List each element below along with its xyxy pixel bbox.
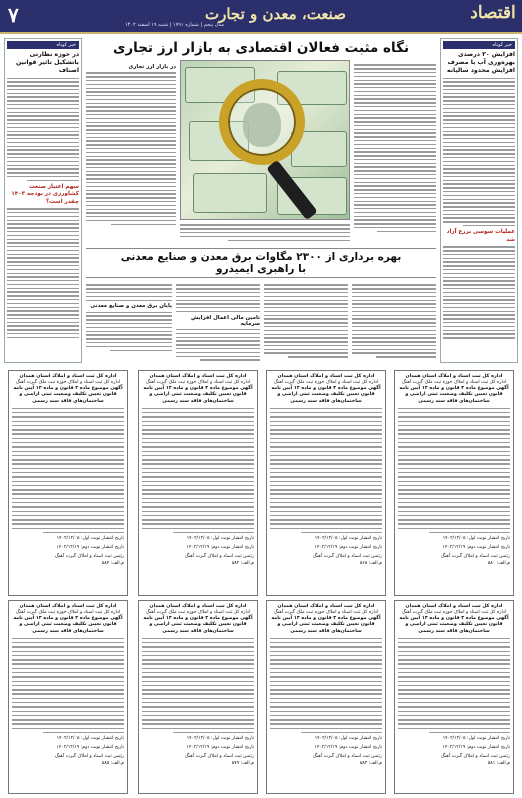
photo-caption-text (180, 222, 350, 244)
ad-body-text (398, 638, 510, 734)
ad-agency-title: اداره کل ثبت اسناد و املاک استان همدان (19, 374, 117, 379)
ad-reference-code: م.الف: ۵۸۴ (101, 560, 124, 566)
newspaper-logo: اقتصاد (470, 3, 516, 23)
legal-notice-ad (138, 600, 258, 794)
ad-first-publish-date: تاریخ انتشار نوبت اول: ۱۴۰۲/۱۲/۰۵ (442, 536, 510, 542)
main-story-text-right (354, 62, 436, 242)
page-header (0, 0, 522, 34)
ad-agency-title: اداره کل ثبت اسناد و املاک استان همدان (19, 604, 117, 609)
ad-office-title: اداره کل ثبت اسناد و املاک حوزه ثبت ملک گیرت آهنگ (15, 380, 121, 386)
ad-first-publish-date: تاریخ انتشار نوبت اول: ۱۴۰۲/۱۲/۰۵ (186, 736, 254, 742)
ad-signature: رئیس ثبت اسناد و املاک گیرت آهنگ (184, 754, 254, 760)
ad-notice-title: آگهی موضوع ماده ۳ قانون و ماده ۱۳ آیین نامه قانون تعیین تکلیف وضعیت ثبتی اراضی و ساختمان‌های فاقد سند رسمی (399, 386, 509, 404)
ad-notice-title: آگهی موضوع ماده ۳ قانون و ماده ۱۳ آیین نامه قانون تعیین تکلیف وضعیت ثبتی اراضی و ساختمان‌های فاقد سند رسمی (399, 616, 509, 634)
ad-second-publish-date: تاریخ انتشار نوبت دوم: ۱۴۰۲/۱۲/۱۹ (56, 745, 124, 751)
main-story-text-left (86, 62, 176, 242)
right-column-subhead: عملیات سوسی بزرع آزاد شد (446, 229, 515, 243)
ad-agency-title: اداره کل ثبت اسناد و املاک استان همدان (277, 374, 375, 379)
ad-body-text (12, 408, 124, 534)
ad-second-publish-date: تاریخ انتشار نوبت دوم: ۱۴۰۲/۱۲/۱۹ (314, 545, 382, 551)
main-story-inline-head: در بازار ارز تجاری (128, 64, 176, 70)
ad-signature: رئیس ثبت اسناد و املاک گیرت آهنگ (440, 554, 510, 560)
ad-second-publish-date: تاریخ انتشار نوبت دوم: ۱۴۰۲/۱۲/۱۹ (186, 545, 254, 551)
ad-office-title: اداره کل ثبت اسناد و املاک حوزه ثبت ملک گیرت آهنگ (401, 610, 507, 616)
second-story-col-1 (352, 282, 436, 362)
section-title: صنعت، معدن و تجارت (205, 5, 346, 23)
issue-date: سال پنجم | شماره ۱۷۹۱ | شنبه ۱۹ اسفند ۱۴۰۲ (125, 22, 225, 28)
legal-notice-ad (266, 600, 386, 794)
ad-body-text (12, 638, 124, 734)
ad-office-title: اداره کل ثبت اسناد و املاک حوزه ثبت ملک گیرت آهنگ (273, 380, 379, 386)
ad-agency-title: اداره کل ثبت اسناد و املاک استان همدان (277, 604, 375, 609)
main-headline: نگاه مثبت فعالان اقتصادی به بازار ارز تجاری (112, 40, 410, 56)
right-column-kicker: خبر کوتاه (443, 41, 515, 49)
left-column-text-bottom (7, 208, 79, 338)
ad-second-publish-date: تاریخ انتشار نوبت دوم: ۱۴۰۲/۱۲/۱۹ (186, 745, 254, 751)
legal-notice-ad (8, 600, 128, 794)
ad-second-publish-date: تاریخ انتشار نوبت دوم: ۱۴۰۲/۱۲/۱۹ (442, 745, 510, 751)
ad-first-publish-date: تاریخ انتشار نوبت اول: ۱۴۰۲/۱۲/۰۵ (56, 536, 124, 542)
ad-first-publish-date: تاریخ انتشار نوبت اول: ۱۴۰۲/۱۲/۰۵ (314, 536, 382, 542)
ad-notice-title: آگهی موضوع ماده ۳ قانون و ماده ۱۳ آیین نامه قانون تعیین تکلیف وضعیت ثبتی اراضی و ساختمان‌های فاقد سند رسمی (13, 386, 123, 404)
ad-agency-title: اداره کل ثبت اسناد و املاک استان همدان (149, 604, 247, 609)
ad-agency-title: اداره کل ثبت اسناد و املاک استان همدان (405, 604, 503, 609)
ad-agency-title: اداره کل ثبت اسناد و املاک استان همدان (149, 374, 247, 379)
ad-notice-title: آگهی موضوع ماده ۳ قانون و ماده ۱۳ آیین نامه قانون تعیین تکلیف وضعیت ثبتی اراضی و ساختمان‌های فاقد سند رسمی (143, 386, 253, 404)
ad-notice-title: آگهی موضوع ماده ۳ قانون و ماده ۱۳ آیین نامه قانون تعیین تکلیف وضعیت ثبتی اراضی و ساختمان‌های فاقد سند رسمی (13, 616, 123, 634)
ad-signature: رئیس ثبت اسناد و املاک گیرت آهنگ (312, 754, 382, 760)
ad-first-publish-date: تاریخ انتشار نوبت اول: ۱۴۰۲/۱۲/۰۵ (56, 736, 124, 742)
second-story-col-2 (264, 282, 348, 362)
right-column-text-bottom (443, 246, 515, 338)
ad-body-text (398, 408, 510, 534)
banner-line-2: با راهبری ایمیدرو (215, 263, 307, 275)
ad-office-title: اداره کل ثبت اسناد و املاک حوزه ثبت ملک گیرت آهنگ (145, 610, 251, 616)
ad-office-title: اداره کل ثبت اسناد و املاک حوزه ثبت ملک گیرت آهنگ (145, 380, 251, 386)
ad-reference-code: م.الف: ۵۶۸ (359, 560, 382, 566)
ad-agency-title: اداره کل ثبت اسناد و املاک استان همدان (405, 374, 503, 379)
ad-reference-code: م.الف: ۵۸۲ (231, 560, 254, 566)
ad-office-title: اداره کل ثبت اسناد و املاک حوزه ثبت ملک گیرت آهنگ (273, 610, 379, 616)
ad-body-text (270, 638, 382, 734)
second-story-col-3 (176, 282, 260, 362)
ad-reference-code: م.الف: ۵۸۰ (487, 560, 510, 566)
ad-second-publish-date: تاریخ انتشار نوبت دوم: ۱۴۰۲/۱۲/۱۹ (56, 545, 124, 551)
ad-first-publish-date: تاریخ انتشار نوبت اول: ۱۴۰۲/۱۲/۰۵ (186, 536, 254, 542)
legal-notice-ad (266, 370, 386, 596)
ad-notice-title: آگهی موضوع ماده ۳ قانون و ماده ۱۳ آیین نامه قانون تعیین تکلیف وضعیت ثبتی اراضی و ساختمان‌های فاقد سند رسمی (271, 386, 381, 404)
ad-reference-code: م.الف: ۵۸۱ (487, 760, 510, 766)
ad-office-title: اداره کل ثبت اسناد و املاک حوزه ثبت ملک گیرت آهنگ (15, 610, 121, 616)
legal-notice-ad (138, 370, 258, 596)
banner-line-1: بهره برداری از ۲۳۰۰ مگاوات برق معدن و صنایع معدنی (120, 251, 402, 263)
ad-notice-title: آگهی موضوع ماده ۳ قانون و ماده ۱۳ آیین نامه قانون تعیین تکلیف وضعیت ثبتی اراضی و ساختمان‌های فاقد سند رسمی (143, 616, 253, 634)
legal-notice-ad (394, 370, 514, 596)
ad-second-publish-date: تاریخ انتشار نوبت دوم: ۱۴۰۲/۱۲/۱۹ (314, 745, 382, 751)
ad-body-text (270, 408, 382, 534)
ad-reference-code: م.الف: ۵۸۳ (359, 760, 382, 766)
ad-office-title: اداره کل ثبت اسناد و املاک حوزه ثبت ملک گیرت آهنگ (401, 380, 507, 386)
page-number: ۷ (8, 3, 19, 27)
ad-reference-code: م.الف: ۵۷۹ (231, 760, 254, 766)
right-news-column (440, 38, 518, 363)
second-story-inline-head-2: پایان برق معدن و صنایع معدنی (90, 303, 172, 310)
left-news-column (4, 38, 82, 363)
left-column-subhead: سهم اعتبار صنعت کشاورزی در بودجه ۱۴۰۳ چقدر است؟ (11, 184, 79, 205)
ad-notice-title: آگهی موضوع ماده ۳ قانون و ماده ۱۳ آیین نامه قانون تعیین تکلیف وضعیت ثبتی اراضی و ساختمان‌های فاقد سند رسمی (271, 616, 381, 634)
left-column-kicker: خبر کوتاه (7, 41, 79, 49)
magnifying-glass-dollars-photo (180, 60, 350, 220)
legal-notice-ad (394, 600, 514, 794)
ad-first-publish-date: تاریخ انتشار نوبت اول: ۱۴۰۲/۱۲/۰۵ (314, 736, 382, 742)
ad-signature: رئیس ثبت اسناد و املاک گیرت آهنگ (54, 754, 124, 760)
ad-reference-code: م.الف: ۵۸۵ (101, 760, 124, 766)
mining-banner-headline (86, 248, 436, 278)
second-story-col-4 (86, 282, 172, 362)
ad-body-text (142, 408, 254, 534)
ad-first-publish-date: تاریخ انتشار نوبت اول: ۱۴۰۲/۱۲/۰۵ (442, 736, 510, 742)
ad-signature: رئیس ثبت اسناد و املاک گیرت آهنگ (54, 554, 124, 560)
ad-body-text (142, 638, 254, 734)
right-column-text-top (443, 78, 515, 227)
ad-signature: رئیس ثبت اسناد و املاک گیرت آهنگ (184, 554, 254, 560)
ad-second-publish-date: تاریخ انتشار نوبت دوم: ۱۴۰۲/۱۲/۱۹ (442, 545, 510, 551)
right-column-headline: افزایش ۲۰ درصدی بهره‌وری آب با مصرف افزایش محدود سالیانه (446, 51, 515, 75)
left-column-text-top (7, 78, 79, 181)
left-column-headline: در حوزه نظارتی باتشکیل تاثیر قوانین اصناف (15, 51, 79, 75)
ad-signature: رئیس ثبت اسناد و املاک گیرت آهنگ (440, 754, 510, 760)
second-story-inline-head-1: تامین مالی اعمال افزایش سرمایه (191, 314, 260, 327)
legal-notice-ad (8, 370, 128, 596)
ad-signature: رئیس ثبت اسناد و املاک گیرت آهنگ (312, 554, 382, 560)
